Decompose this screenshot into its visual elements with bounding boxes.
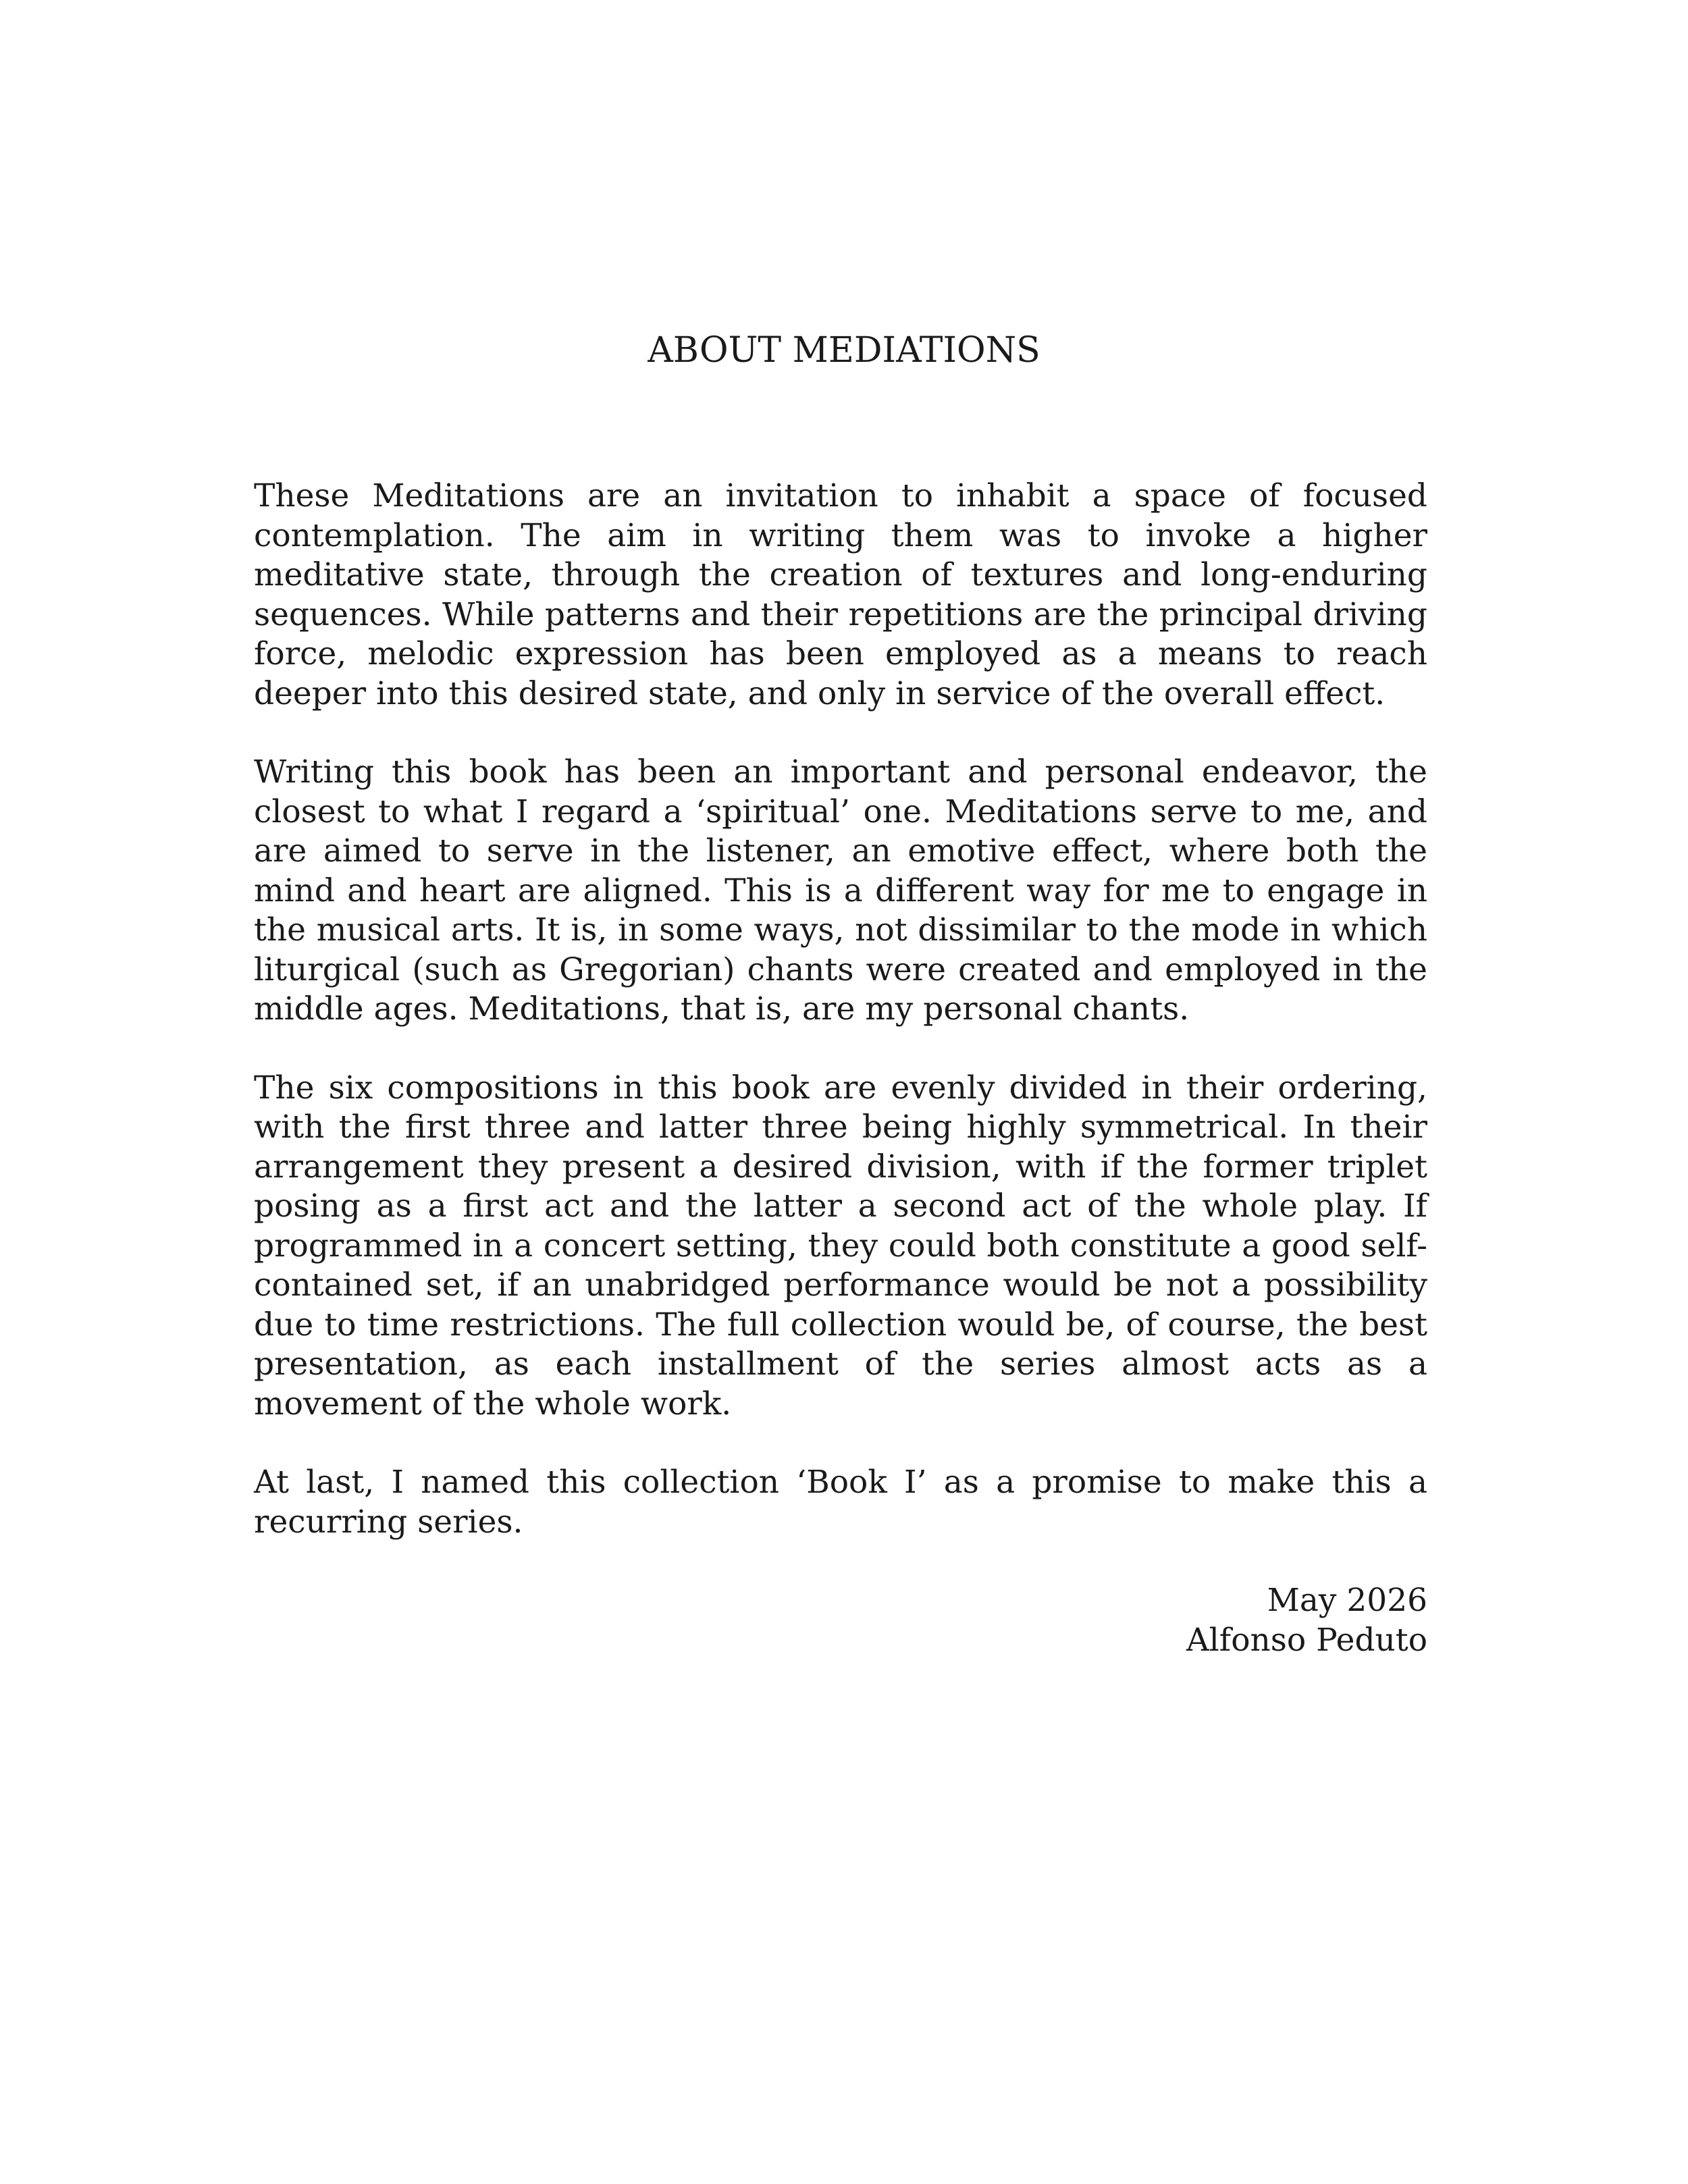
paragraph-closing: At last, I named this collection ‘Book I’ as a promise to make this a recurring series. (254, 1464, 1427, 1541)
paragraph-personal: Writing this book has been an important and personal endeavor, the closest to what I regard a ‘spiritual’ one. Meditations serve to me, and are aimed to serve in the listener, an emotive effect, where both the mind and heart are aligned. This is a different way for me to engage in the musical arts. It is, in some ways, not dissimilar to the mode in which liturgical (such as Gregorian) chants were created and employed in the middle ages. Meditations, that is, are my personal chants. (254, 753, 1427, 1028)
body-text (254, 477, 1427, 1581)
page-title: ABOUT MEDIATIONS (648, 330, 1040, 371)
paragraph-compositions: The six compositions in this book are evenly divided in their ordering, with the first three and latter three being highly symmetrical. In their arrangement they present a desired division, with if the former triplet posing as a first act and the latter a second act of the whole play. If programmed in a concert setting, they could both constitute a good self-contained set, if an unabridged performance would be not a possibility due to time restrictions. The full collection would be, of course, the best presentation, as each installment of the series almost acts as a movement of the whole work. (254, 1069, 1427, 1422)
signature-date: May 2026 (1267, 1582, 1427, 1619)
paragraph-intro: These Meditations are an invitation to inhabit a space of focused contemplation. The aim in writing them was to invoke a higher meditative state, through the creation of textures and long-enduring sequences. While patterns and their repetitions are the principal driving force, melodic expression has been employed as a means to reach deeper into this desired state, and only in service of the overall effect. (254, 477, 1427, 712)
signature-author: Alfonso Peduto (1186, 1621, 1427, 1659)
signature-block (1186, 1581, 1427, 1660)
